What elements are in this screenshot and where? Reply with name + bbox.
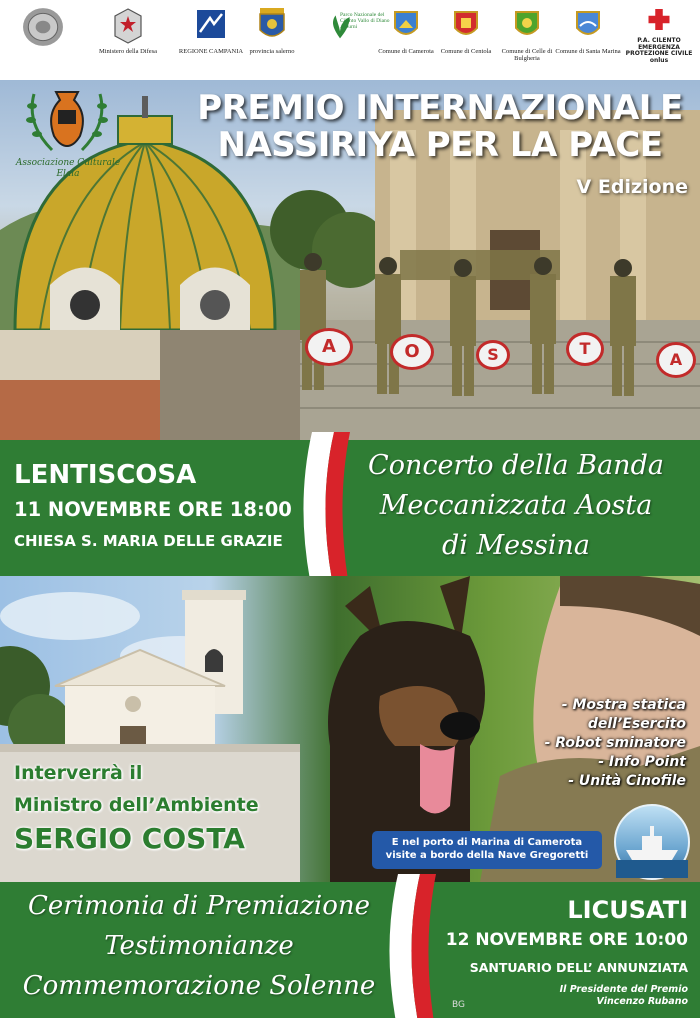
drum-letter: S xyxy=(476,340,510,370)
logo-protezione-civile xyxy=(620,6,698,64)
logo-regione-campania xyxy=(178,6,244,55)
logo-caption: Comune di Celle di Bulgheria xyxy=(501,48,553,63)
port-line: visite a bordo della Nave Gregoretti xyxy=(385,850,589,861)
logo-comune-centola xyxy=(442,6,490,55)
santa-marina-crest-icon xyxy=(571,6,605,46)
logo-caption: Parco Nazionale del Cilento Vallo di Diano Alburni xyxy=(340,12,390,31)
ceremony-line: Cerimonia di Premiazione xyxy=(28,891,370,921)
feature-item: dell’Esercito xyxy=(587,716,686,732)
event-venue: SANTUARIO DELL’ ANNUNZIATA xyxy=(469,960,688,975)
drum-letter: A xyxy=(656,342,696,378)
feature-list xyxy=(545,696,686,791)
drum-letter: A xyxy=(305,328,353,366)
ceremony-line: Testimonianze xyxy=(104,931,294,961)
province-salerno-icon xyxy=(255,6,289,46)
centola-crest-icon xyxy=(449,6,483,46)
concert-title xyxy=(332,446,700,566)
designer-mark: BG xyxy=(452,1000,465,1010)
concert-line: Concerto della Banda xyxy=(368,450,664,481)
logo-caption: P.A. CILENTO EMERGENZA PROTEZIONE CIVILE onlus xyxy=(625,37,693,64)
logo-caption: Ministero della Difesa xyxy=(98,48,158,55)
event-venue: CHIESA S. MARIA DELLE GRAZIE xyxy=(14,532,283,550)
logo-caption: REGIONE CAMPANIA xyxy=(178,48,244,55)
red-cross-icon xyxy=(646,6,672,36)
feature-item: - Info Point xyxy=(598,754,686,770)
logo-caption: Comune di Centola xyxy=(440,48,492,55)
logo-comune-camerota xyxy=(380,6,432,55)
minister-line: Ministro dell’Ambiente xyxy=(14,794,259,816)
region-campania-icon xyxy=(194,6,228,46)
feature-item: - Unità Cinofile xyxy=(568,773,686,789)
minister-name: SERGIO COSTA xyxy=(14,822,245,855)
event-title xyxy=(180,90,700,164)
italian-emblem-icon xyxy=(111,6,145,46)
event-place: LICUSATI xyxy=(567,896,688,924)
ceremony-program xyxy=(0,886,398,1006)
logo-provincia-salerno xyxy=(248,6,296,55)
drum-letter: T xyxy=(566,332,604,366)
association-name: Associazione Culturale Elaia xyxy=(15,158,121,179)
ship-icon xyxy=(614,804,690,880)
logo-parco-cilento xyxy=(306,6,390,46)
logo-caption: Comune di Santa Marina xyxy=(555,48,621,55)
ceremony-line: Commemorazione Solenne xyxy=(22,971,376,1001)
event-licusati-band xyxy=(0,882,700,1018)
event-place: LENTISCOSA xyxy=(14,460,197,490)
republic-seal-icon xyxy=(14,6,72,48)
event-datetime: 12 NOVEMBRE ORE 10:00 xyxy=(445,930,688,950)
drum-letter: O xyxy=(390,334,434,370)
concert-line: Meccanizzata Aosta xyxy=(379,490,653,521)
middle-photo-section xyxy=(0,576,700,882)
amphora-laurel-icon xyxy=(22,84,112,158)
camerota-crest-icon xyxy=(389,6,423,46)
title-line: PREMIO INTERNAZIONALE xyxy=(197,88,683,128)
president-name: Vincenzo Rubano xyxy=(596,996,688,1007)
port-line: E nel porto di Marina di Camerota xyxy=(391,837,583,848)
event-datetime: 11 NOVEMBRE ORE 18:00 xyxy=(14,498,292,521)
celle-bulgheria-crest-icon xyxy=(510,6,544,46)
president-credit xyxy=(560,984,688,1008)
concert-line: di Messina xyxy=(442,530,590,561)
edition-label: V Edizione xyxy=(576,176,688,198)
logo-ministero-difesa xyxy=(82,6,174,55)
president-line: Il Presidente del Premio xyxy=(559,984,688,995)
logo-comune-santa-marina xyxy=(555,6,621,55)
minister-line: Interverrà il xyxy=(14,762,143,784)
feature-item: - Mostra statica xyxy=(561,697,686,713)
hero-section xyxy=(0,80,700,440)
event-lentiscosa-band xyxy=(0,440,700,576)
sponsor-logo-bar xyxy=(0,0,700,80)
title-line: NASSIRIYA PER LA PACE xyxy=(217,125,663,165)
feature-item: - Robot sminatore xyxy=(544,735,686,751)
logo-caption: provincia salerno xyxy=(249,48,295,55)
port-visit-box xyxy=(372,831,602,869)
logo-comune-celle-bulgheria xyxy=(500,6,554,62)
minister-announcement xyxy=(14,762,259,855)
logo-caption: Comune di Camerota xyxy=(378,48,434,55)
